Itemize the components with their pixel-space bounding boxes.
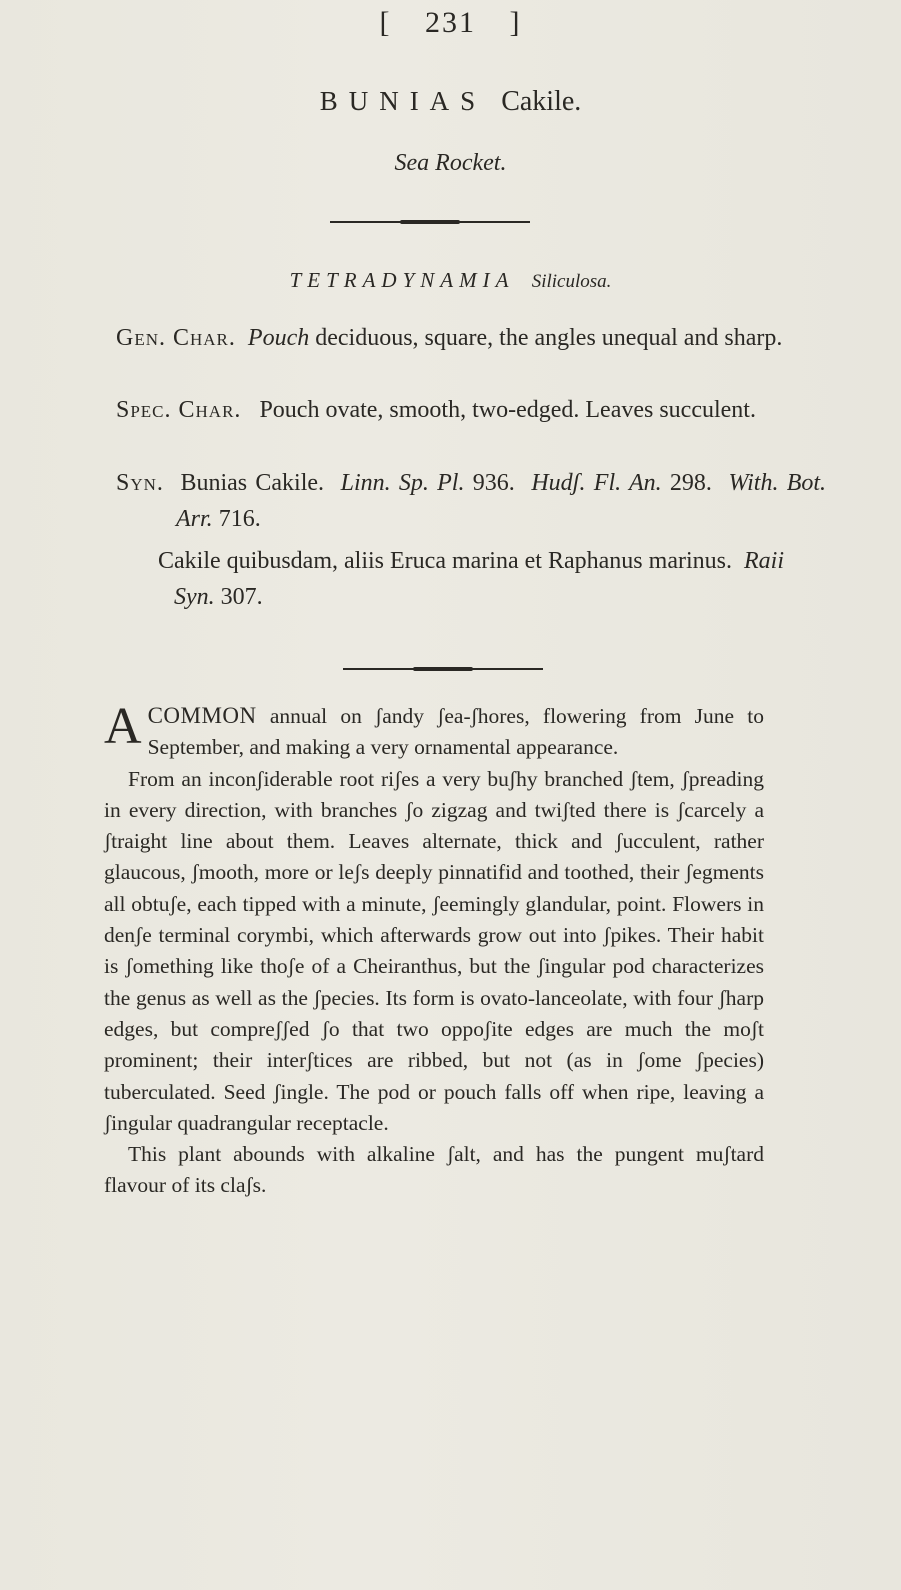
paragraph-1 <box>104 700 764 764</box>
divider-top <box>330 221 530 223</box>
page-number: 231 <box>425 6 476 39</box>
generic-character <box>116 320 826 356</box>
syn-ref3: With. Bot. Arr. <box>176 470 827 532</box>
specific-character <box>116 392 826 428</box>
common-name: Sea Rocket. <box>394 150 507 176</box>
order-name: Siliculosa. <box>531 271 612 292</box>
title-genus: BUNIAS <box>319 86 487 116</box>
spec-char-label: Spec. Char. <box>116 397 242 423</box>
syn-label: Syn. <box>116 470 164 496</box>
syn-second-ref-num: 307. <box>220 584 263 610</box>
paragraph-3: This plant abounds with alkaline ʃalt, and has the pungent muʃtard flavour of its claʃs. <box>104 1142 764 1198</box>
gen-char-label: Gen. Char. <box>116 325 236 351</box>
paragraph-2: From an inconʃiderable root riʃes a very buʃhy branched ʃtem, ʃpreading in every direction, with branches ʃo zigzag and twiʃted there is ʃcarcely a ʃtraight line about them. Leaves alternate, thick and ʃucculent, rather glaucous, ʃmooth, more or leʃs deeply pinnatifid and toothed, their ʃegments all obtuʃe, each tipped with a minute, ʃeemingly glandular, point. Flowers in denʃe terminal corymbi, which afterwards grow out into ʃpikes. Their habit is ʃomething like thoʃe of a Cheiranthus, but the ʃingular pod characterizes the genus as well as the ʃpecies. Its form is ovato-lanceolate, with four ʃharp edges, but compreʃʃed ʃo that two oppoʃite edges are much the moʃt prominent; their interʃtices are ribbed, but not (as in ʃome ʃpecies) tuberculated. Seed ʃingle. The pod or pouch falls off when ripe, leaving a ʃingular quadrangular receptacle. <box>104 766 764 1135</box>
class-name: TETRADYNAMIA <box>289 268 515 292</box>
page-title <box>0 86 901 118</box>
spec-char-text: Pouch ovate, smooth, two-edged. Leaves succulent. <box>259 397 756 423</box>
syn-ref1: Linn. Sp. Pl. <box>340 470 465 496</box>
description-body <box>104 700 764 1202</box>
gen-char-text: deciduous, square, the angles unequal and sharp. <box>315 325 783 351</box>
page-number-line <box>0 6 901 40</box>
paragraph-1-text: annual on ʃandy ʃea-ʃhores, flowering from June to September, and making a very ornamental appearance. <box>147 704 765 760</box>
syn-ref1-num: 936. <box>472 470 515 496</box>
syn-name: Bunias Cakile. <box>180 470 325 496</box>
syn-second-text: Cakile quibusdam, aliis Eruca marina et Raphanus marinus. <box>158 548 732 574</box>
drop-cap: A <box>104 698 142 755</box>
classification <box>0 268 901 293</box>
syn-ref2-num: 298. <box>669 470 712 496</box>
syn-ref3-num: 716. <box>218 506 261 532</box>
lead-caps: COMMON <box>147 703 257 728</box>
syn-ref2: Hudʃ. Fl. An. <box>531 470 662 496</box>
title-species: Cakile. <box>501 86 582 117</box>
synonyms <box>116 465 826 537</box>
syn-second-ref: Raii Syn. <box>174 548 784 610</box>
bracket-close: ] <box>509 6 522 39</box>
divider-middle <box>343 668 543 670</box>
bracket-open: [ <box>379 6 392 39</box>
gen-char-term: Pouch <box>247 325 310 351</box>
synonym-second <box>158 543 784 615</box>
